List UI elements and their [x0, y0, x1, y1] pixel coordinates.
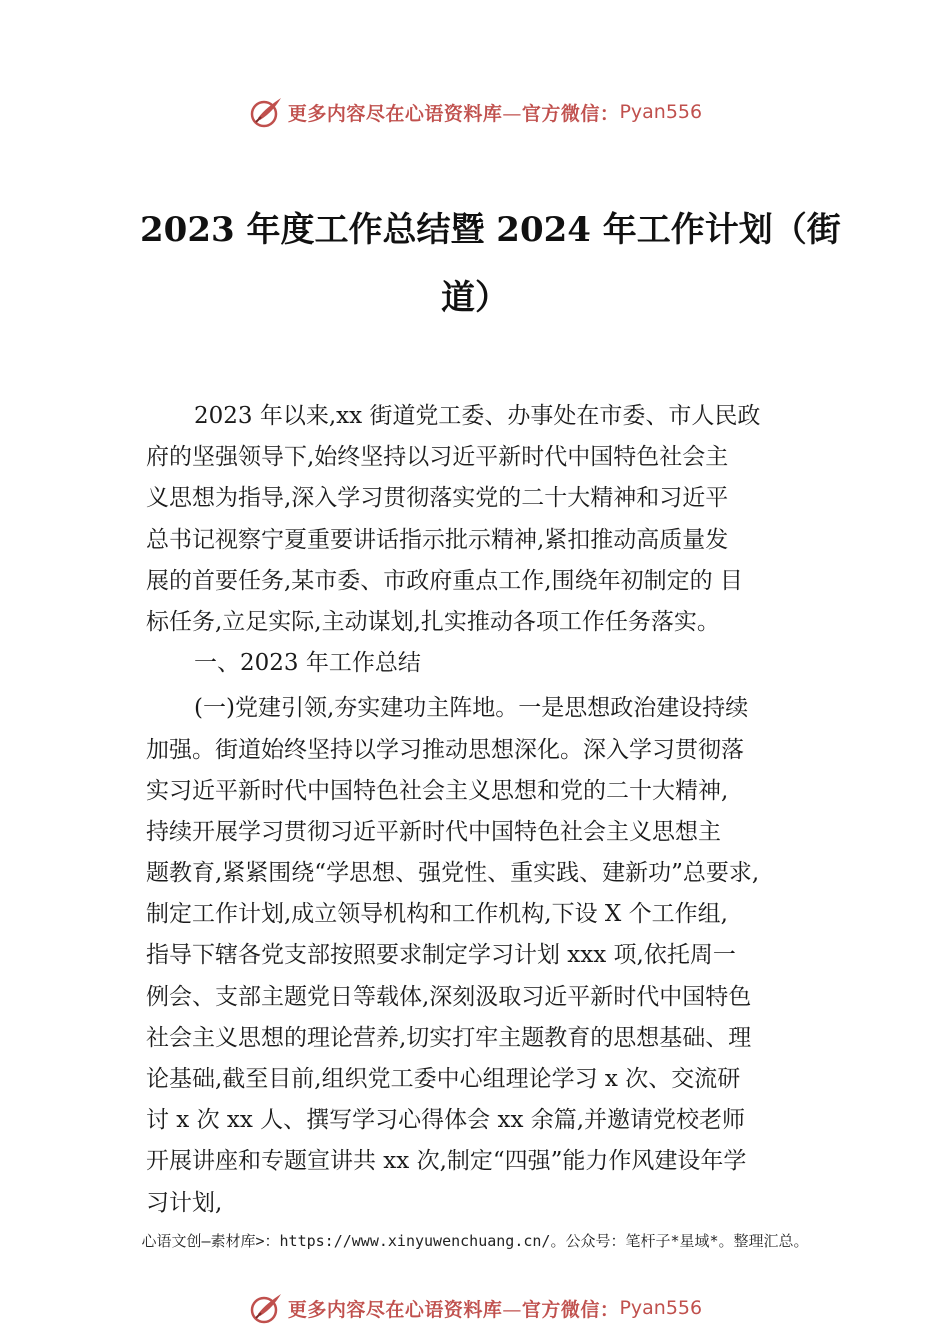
document-title: [140, 196, 841, 332]
body-line: 义思想为指导,深入学习贯彻落实党的二十大精神和习近平: [146, 485, 729, 512]
footer-source-note: 心语文创—素材库>：https://www.xinyuwenchuang.cn/。公众号：笔杆子*星域*。整理汇总。: [141, 1232, 809, 1250]
body-line: 制定工作计划,成立领导机构和工作机构,下设 X 个工作组,: [146, 901, 728, 928]
section-heading: 一、2023 年工作总结: [194, 650, 421, 677]
banner-wechat-id: Pyan556: [619, 101, 703, 123]
quill-pen-logo-icon: [248, 94, 284, 130]
document-body: [146, 396, 810, 1224]
body-line: 习计划,: [146, 1189, 223, 1216]
banner-wechat-id: Pyan556: [619, 1297, 703, 1319]
body-line: 讨 x 次 xx 人、撰写学习心得体会 xx 余篇,并邀请党校老师: [146, 1107, 746, 1134]
title-line-1: 2023 年度工作总结暨 2024 年工作计划（街: [140, 210, 841, 250]
banner-text: 更多内容尽在心语资料库—官方微信：: [287, 102, 620, 125]
body-line: 加强。街道始终坚持以学习推动思想深化。深入学习贯彻落: [146, 736, 744, 763]
body-line: 论基础,截至目前,组织党工委中心组理论学习 x 次、交流研: [146, 1066, 741, 1092]
body-line: 2023 年以来,xx 街道党工委、办事处在市委、市人民政: [194, 403, 761, 429]
quill-pen-logo-icon: [248, 1290, 284, 1326]
body-line: (一)党建引领,夯实建功主阵地。一是思想政治建设持续: [194, 695, 749, 722]
body-line: 例会、支部主题党日等载体,深刻汲取习近平新时代中国特色: [146, 983, 752, 1010]
body-line: 题教育,紧紧围绕“学思想、强党性、重实践、建新功”总要求,: [146, 860, 760, 887]
body-line: 展的首要任务,某市委、市政府重点工作,围绕年初制定的 目: [146, 567, 743, 594]
body-line: 社会主义思想的理论营养,切实打牢主题教育的思想基础、理: [146, 1024, 752, 1051]
body-line: 指导下辖各党支部按照要求制定学习计划 xxx 项,依托周一: [146, 942, 736, 969]
header-banner: [0, 92, 950, 132]
body-line: 开展讲座和专题宣讲共 xx 次,制定“四强”能力作风建设年学: [146, 1148, 747, 1175]
body-line: 标任务,立足实际,主动谋划,扎实推动各项工作任务落实。: [146, 608, 720, 635]
banner-text: 更多内容尽在心语资料库—官方微信：: [287, 1298, 620, 1321]
footer-banner: [0, 1288, 950, 1328]
body-line: 总书记视察宁夏重要讲话指示批示精神,紧扣推动高质量发: [146, 526, 729, 553]
title-line-2: 道）: [441, 278, 509, 318]
body-line: 实习近平新时代中国特色社会主义思想和党的二十大精神,: [146, 777, 729, 804]
body-line: 府的坚强领导下,始终坚持以习近平新时代中国特色社会主: [146, 444, 729, 471]
body-line: 持续开展学习贯彻习近平新时代中国特色社会主义思想主: [146, 818, 721, 845]
